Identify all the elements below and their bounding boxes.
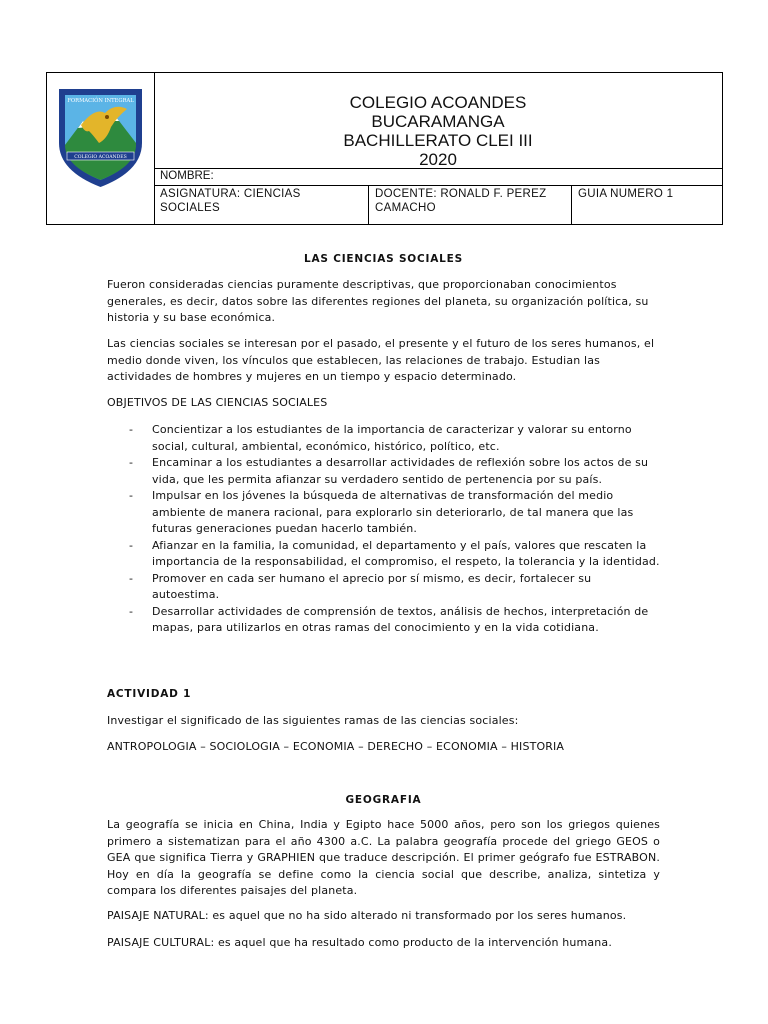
header-table [46, 72, 723, 225]
logo-school-name-text: COLEGIO ACOANDES [74, 155, 127, 160]
list-item [107, 422, 660, 455]
logo-motto-text: FORMACIÓN INTEGRAL [67, 98, 134, 104]
bullet-dash: - [129, 604, 134, 618]
list-item [107, 538, 660, 571]
nombre-field: NOMBRE: [154, 169, 722, 186]
asignatura-cell: ASIGNATURA: CIENCIAS SOCIALES [154, 185, 369, 224]
paragraph-intro: Fueron consideradas ciencias puramente descriptivas, que proporcionaban conocimientos generales, es decir, datos sobre las diferentes regiones del planeta, su organización política, su historia y su base económica. [107, 278, 649, 324]
bullet-dash: - [129, 423, 134, 436]
title-line-4: 2020 [419, 150, 457, 169]
school-title [154, 73, 722, 169]
list-item [107, 488, 660, 538]
title-line-2: BUCARAMANGA [371, 112, 505, 131]
objective-text: Concientizar a los estudiantes de la importancia de caracterizar y valorar su entorno social, cultural, ambiental, económico, histórico, político, etc. [152, 423, 632, 453]
paragraph-geografia: La geografía se inicia en China, India y Egipto hace 5000 años, pero son los griegos quienes primero a sistematizan para el año 4300 a.C. La palabra geografía procede del griego GEOS o GEA que significa Tierra y GRAPHIEN que traduce descripción. El primer geógrafo fue ESTRABON. Hoy en día la geografía se define como la ciencia social que describe, analiza, sintetiza y compara los diferentes paisajes del planeta. [107, 818, 660, 897]
objectives-heading: OBJETIVOS DE LAS CIENCIAS SOCIALES [107, 396, 328, 409]
objective-text: Promover en cada ser humano el aprecio por sí mismo, es decir, fortalecer su autoestima. [152, 571, 592, 601]
title-line-1: COLEGIO ACOANDES [349, 93, 527, 112]
objective-text: Encaminar a los estudiantes a desarrollar actividades de reflexión sobre los actos de su vida, que les permita afianzar su verdadero sentido de pertenencia por su país. [152, 456, 649, 486]
activity-branches: ANTROPOLOGIA – SOCIOLOGIA – ECONOMIA – DERECHO – ECONOMIA – HISTORIA [107, 740, 565, 753]
objective-text: Desarrollar actividades de comprensión de textos, análisis de hechos, interpretación de mapas, para utilizarlos en otras ramas del conocimiento y en la vida cotidiana. [152, 604, 649, 634]
paragraph-paisaje-cultural: PAISAJE CULTURAL: es aquel que ha resultado como producto de la intervención humana. [107, 936, 612, 949]
paragraph-interests: Las ciencias sociales se interesan por el pasado, el presente y el futuro de los seres humanos, el medio donde viven, los vínculos que establecen, las relaciones de trabajo. Estudian las actividades de hombres y mujeres en un tiempo y espacio determinado. [107, 337, 655, 383]
activity-title: ACTIVIDAD 1 [107, 688, 192, 700]
logo-cell [47, 73, 155, 224]
objective-text: Impulsar en los jóvenes la búsqueda de alternativas de transformación del medio ambiente de manera racional, para explorarlo sin deteriorarlo, de tal manera que las futuras generaciones puedan hacerlo también. [152, 489, 634, 535]
objective-text: Afianzar en la familia, la comunidad, el departamento y el país, valores que rescaten la importancia de la responsabilidad, el compromiso, el respeto, la tolerancia y la identidad. [152, 538, 660, 568]
bullet-dash: - [129, 456, 134, 469]
bullet-dash: - [129, 538, 134, 552]
paragraph-paisaje-natural: PAISAJE NATURAL: es aquel que no ha sido alterado ni transformado por los seres humanos. [107, 909, 627, 922]
title-line-3: BACHILLERATO CLEI III [343, 131, 533, 150]
section-title-ciencias-sociales: LAS CIENCIAS SOCIALES [303, 253, 464, 265]
bullet-dash: - [129, 489, 134, 502]
header-info-row [154, 185, 722, 224]
list-item [107, 571, 660, 604]
bullet-dash: - [129, 571, 134, 585]
section-title-geografia: GEOGRAFIA [345, 794, 422, 806]
docente-cell: DOCENTE: RONALD F. PEREZ CAMACHO [369, 185, 572, 224]
list-item [107, 604, 660, 637]
school-crest-logo [47, 73, 154, 224]
guia-cell: GUIA NUMERO 1 [578, 188, 674, 200]
objectives-list [107, 422, 660, 637]
activity-instruction: Investigar el significado de las siguientes ramas de las ciencias sociales: [107, 714, 519, 727]
list-item [107, 455, 660, 488]
